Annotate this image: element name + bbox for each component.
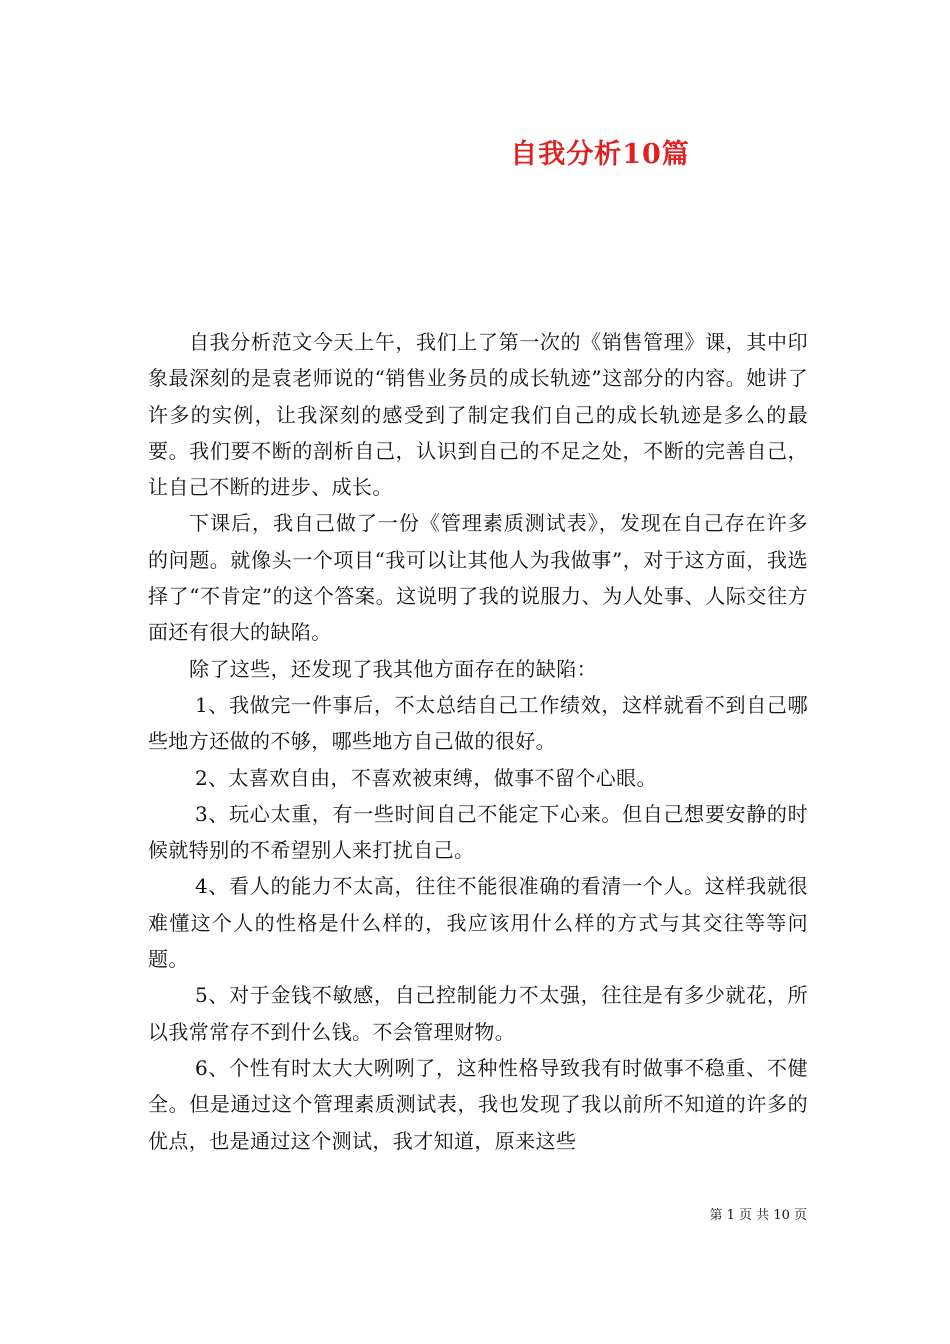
- list-item-5: 5、对于金钱不敏感，自己控制能力不太强，往往是有多少就花，所以我常常存不到什么钱。不会管理财物。: [148, 983, 808, 1044]
- paragraph-1: 自我分析范文今天上午，我们上了第一次的《销售管理》课，其中印象最深刻的是袁老师说的“销售业务员的成长轨迹”这部分的内容。她讲了许多的实例，让我深刻的感受到了制定我们自己的成长轨迹是多么的最要。我们要不断的剖析自己，认识到自己的不足之处，不断的完善自己，让自己不断的进步、成长。: [148, 330, 808, 500]
- document-body: [148, 324, 808, 1159]
- document-title: 自我分析10篇: [510, 139, 690, 170]
- list-item-3: 3、玩心太重，有一些时间自己不能定下心来。但自己想要安静的时候就特别的不希望别人来打扰自己。: [148, 801, 808, 863]
- list-item-4: 4、看人的能力不太高，往往不能很准确的看清一个人。这样我就很难懂这个人的性格是什么样的，我应该用什么样的方式与其交往等等问题。: [148, 874, 808, 972]
- list-item-2: 2、太喜欢自由，不喜欢被束缚，做事不留个心眼。: [195, 765, 657, 790]
- paragraph-2: 下课后，我自己做了一份《管理素质测试表》，发现在自己存在许多的问题。就像头一个项目“我可以让其他人为我做事”，对于这方面，我选择了“不肯定”的这个答案。这说明了我的说服力、为人处事、人际交往方面还有很大的缺陷。: [148, 511, 808, 645]
- list-item-1: 1、我做完一件事后，不太总结自己工作绩效，这样就看不到自己哪些地方还做的不够，哪些地方自己做的很好。: [148, 692, 808, 754]
- page-footer: 第 1 页 共 10 页: [709, 1208, 807, 1223]
- paragraph-3: 除了这些，还发现了我其他方面存在的缺陷：: [189, 656, 597, 681]
- list-item-6: 6、个性有时太大大咧咧了，这种性格导致我有时做事不稳重、不健全。但是通过这个管理素质测试表，我也发现了我以前所不知道的许多的优点，也是通过这个测试，我才知道，原来这些: [148, 1055, 808, 1153]
